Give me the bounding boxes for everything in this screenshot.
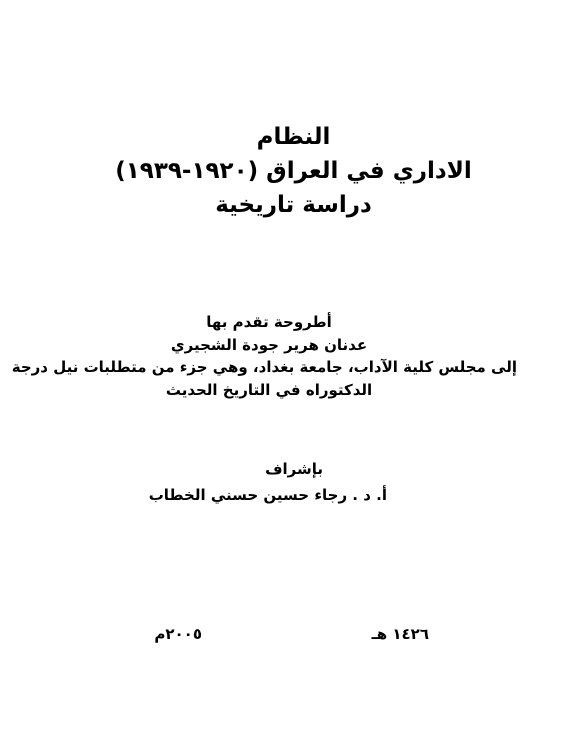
submission-intro: أطروحة تقدم بها <box>206 313 332 331</box>
gregorian-date: ٢٠٠٥م <box>154 625 202 643</box>
title-line-1: النظام <box>256 124 331 150</box>
author-name: عدنان هرير جودة الشجيري <box>170 336 368 354</box>
degree-field: الدكتوراه في التاريخ الحديث <box>165 381 373 399</box>
title-line-2: الاداري في العراق (١٩٢٠-١٩٣٩) <box>115 158 472 184</box>
title-line-3: دراسة تاريخية <box>215 192 372 218</box>
submission-purpose: إلى مجلس كلية الآداب، جامعة بغداد، وهي جزء من متطلبات نيل درجة <box>11 358 517 376</box>
supervisor-name: أ. د . رجاء حسين حسني الخطاب <box>148 486 387 504</box>
hijri-date: ١٤٢٦ هـ <box>371 625 429 643</box>
supervisor-label: بإشراف <box>265 460 323 478</box>
